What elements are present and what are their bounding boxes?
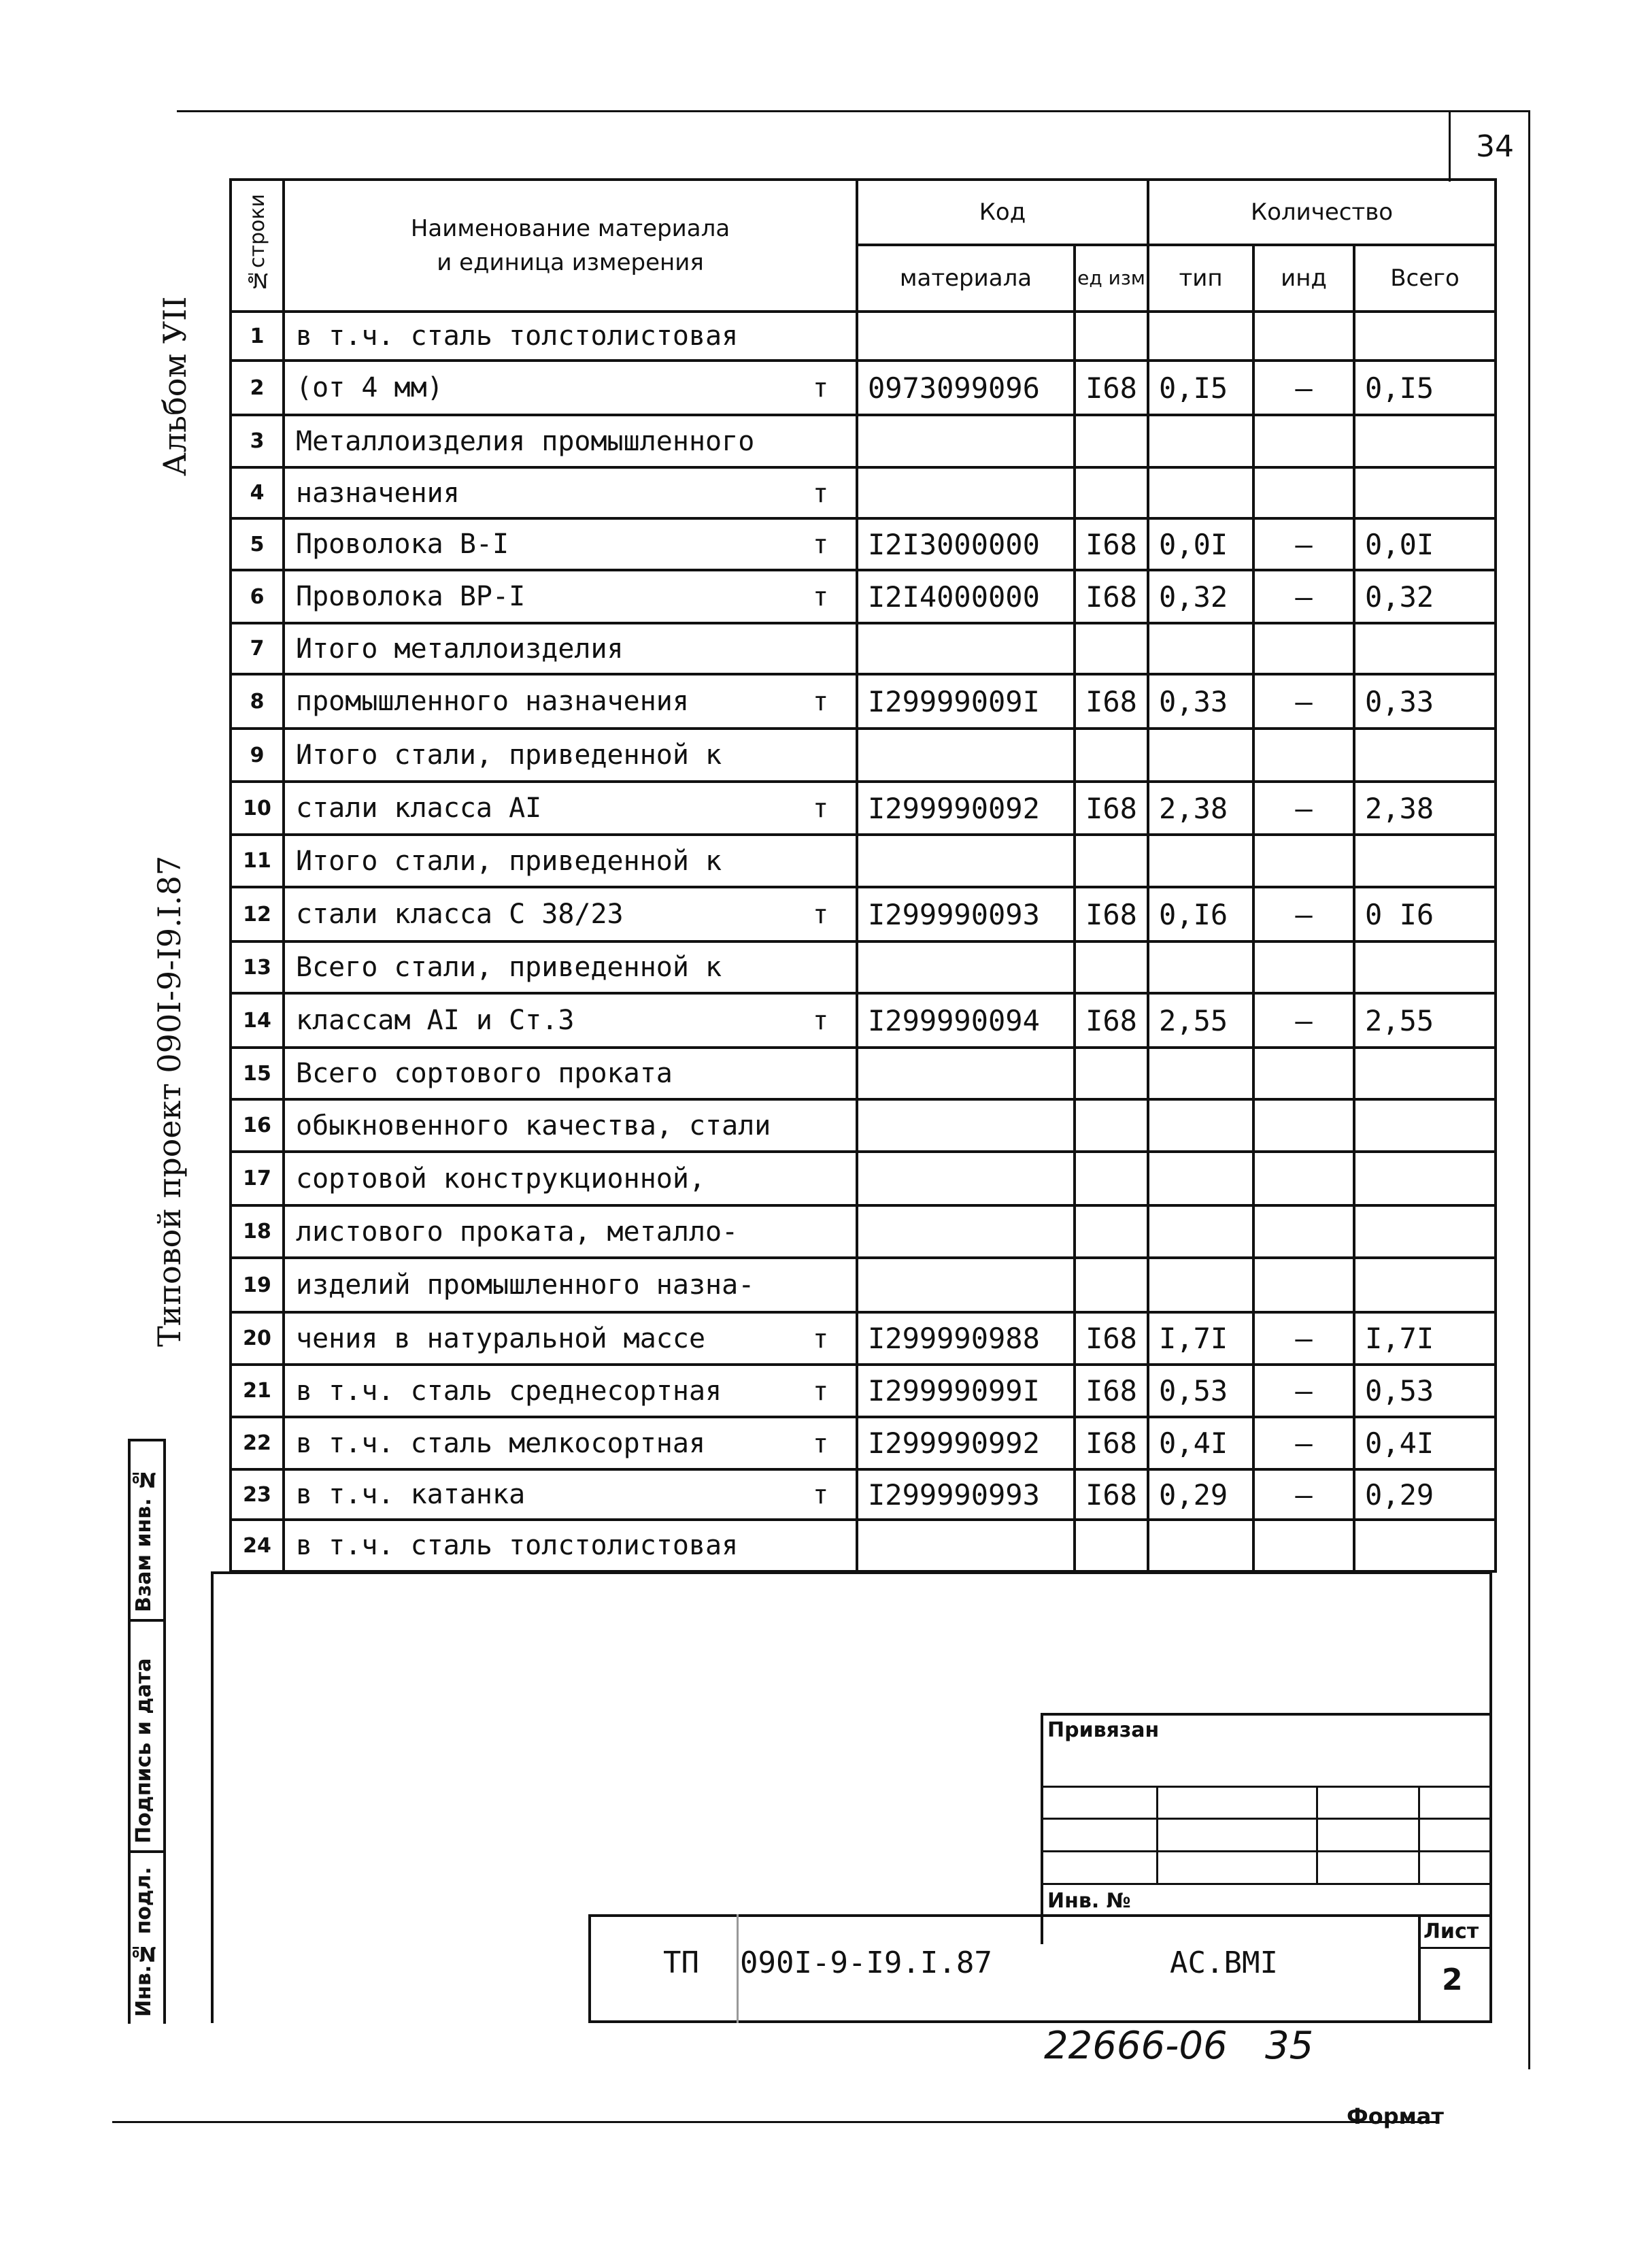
table-row [231,1258,1496,1312]
material-code: I299990993 [857,1469,1075,1520]
unit-mark: т [813,478,828,508]
stamp-label-vzam: Взам инв. № [132,1467,156,1612]
unit-mark: т [813,686,828,716]
format-label: Формат [1347,2103,1444,2129]
material-name [284,1258,857,1312]
material-code: I299990988 [857,1312,1075,1365]
qty-total [1354,1258,1496,1312]
unit-code [1075,415,1148,467]
unit-code: I68 [1075,518,1148,570]
unit-mark: т [813,1428,828,1458]
unit-code [1075,1520,1148,1571]
material-name [284,1469,857,1520]
material-name [284,415,857,467]
table-row [231,1365,1496,1417]
qty-ind [1253,941,1354,993]
material-code [857,467,1075,518]
tb-grid-3 [1041,1850,1489,1852]
unit-mark: т [813,899,828,929]
material-code: 0973099096 [857,361,1075,415]
stamp-label-inv: Инв.№ подл. [132,1867,156,2017]
qty-total: 0,0I [1354,518,1496,570]
qty-typ: 0,53 [1148,1365,1253,1417]
table-row [231,570,1496,623]
header-code-group: Код [857,180,1148,245]
material-code [857,1520,1075,1571]
footer-page-ref: 35 [1265,2024,1314,2068]
stamp-border-right [163,1439,166,2024]
material-name-text: (от 4 мм) [296,372,443,403]
row-number: 5 [231,518,284,570]
qty-ind [1253,1258,1354,1312]
qty-typ: 2,55 [1148,993,1253,1048]
header-material: материала [857,245,1075,312]
unit-code [1075,1205,1148,1258]
qty-ind: – [1253,674,1354,729]
stamp-border-left [128,1439,131,2024]
qty-ind: – [1253,570,1354,623]
row-number: 15 [231,1048,284,1099]
qty-typ [1148,623,1253,674]
tb-grid-2 [1041,1818,1489,1820]
material-name-text: промышленного назначения [296,686,689,717]
qty-typ [1148,1048,1253,1099]
qty-typ [1148,1205,1253,1258]
qty-total: 0 I6 [1354,887,1496,941]
material-name-text: в т.ч. сталь толстолистовая [296,1530,739,1561]
row-number: 12 [231,887,284,941]
table-row [231,782,1496,835]
qty-typ [1148,312,1253,361]
page-number-box-left [1449,110,1451,182]
table-row [231,1469,1496,1520]
qty-total [1354,1520,1496,1571]
unit-mark: т [813,793,828,823]
material-name [284,993,857,1048]
material-name [284,1152,857,1205]
frame-left-lower [211,1573,214,2023]
row-number: 14 [231,993,284,1048]
material-name [284,729,857,782]
header-ind: инд [1253,245,1354,312]
table-row [231,993,1496,1048]
material-code [857,623,1075,674]
qty-ind [1253,835,1354,887]
tb-grid-v3 [1418,1786,1420,1883]
material-code: I2I4000000 [857,570,1075,623]
material-code: I29999099I [857,1365,1075,1417]
qty-total [1354,312,1496,361]
unit-code [1075,1099,1148,1152]
qty-total: 0,33 [1354,674,1496,729]
unit-mark: т [813,1323,828,1354]
tb-grid-4 [1041,1883,1489,1885]
material-name [284,1099,857,1152]
material-name [284,1048,857,1099]
tb-left-line [1041,1713,1043,1944]
qty-total: 0,29 [1354,1469,1496,1520]
qty-ind [1253,415,1354,467]
material-name [284,623,857,674]
qty-typ [1148,1099,1253,1152]
material-name-text: в т.ч. сталь мелкосортная [296,1427,706,1459]
material-code [857,415,1075,467]
table-row [231,415,1496,467]
material-name-text: классам АI и Ст.3 [296,1005,575,1036]
stamp-border-top [128,1439,166,1441]
project-label: Типовой проект 090I-9-I9.I.87 [151,855,188,1347]
material-name-text: Итого стали, приведенной к [296,739,722,771]
qty-ind: – [1253,1469,1354,1520]
top-border-line [177,110,1530,112]
sheet-label: Лист [1423,1920,1479,1943]
material-name [284,1520,857,1571]
qty-typ: 0,32 [1148,570,1253,623]
table-row [231,467,1496,518]
row-number: 24 [231,1520,284,1571]
row-number: 21 [231,1365,284,1417]
material-code: I299990092 [857,782,1075,835]
tb-sheet-left [1418,1914,1421,2023]
tb-grid-v2 [1316,1786,1318,1883]
material-name [284,467,857,518]
table-row [231,1520,1496,1571]
qty-typ: 0,4I [1148,1417,1253,1469]
unit-code [1075,1152,1148,1205]
row-number: 17 [231,1152,284,1205]
material-code [857,1099,1075,1152]
material-code: I299990094 [857,993,1075,1048]
qty-ind: – [1253,887,1354,941]
material-name [284,1312,857,1365]
qty-ind: – [1253,782,1354,835]
material-name-text: Итого металлоизделия [296,633,624,665]
qty-ind [1253,467,1354,518]
table-row [231,1152,1496,1205]
qty-ind [1253,1520,1354,1571]
material-code [857,1205,1075,1258]
material-name [284,835,857,887]
qty-typ: 0,I5 [1148,361,1253,415]
qty-typ [1148,467,1253,518]
privyazan-label: Привязан [1047,1718,1160,1742]
table-row [231,1312,1496,1365]
tb-code-sep [737,1914,739,2023]
material-code: I299990093 [857,887,1075,941]
qty-typ [1148,1152,1253,1205]
row-number: 9 [231,729,284,782]
material-name [284,1205,857,1258]
handwritten-number: 22666-06 [1044,2024,1228,2068]
specification-table [229,178,1497,1573]
qty-typ: 0,0I [1148,518,1253,570]
material-code [857,1258,1075,1312]
row-number: 22 [231,1417,284,1469]
tb-grid-1 [1041,1786,1489,1788]
row-number: 10 [231,782,284,835]
table-row [231,518,1496,570]
qty-total [1354,1205,1496,1258]
material-name-text: Проволока В-I [296,529,509,560]
table-row [231,729,1496,782]
qty-total [1354,415,1496,467]
material-code [857,1152,1075,1205]
qty-total [1354,1099,1496,1152]
qty-typ: 2,38 [1148,782,1253,835]
qty-ind [1253,1205,1354,1258]
row-number: 2 [231,361,284,415]
material-name-text: в т.ч. сталь среднесортная [296,1375,722,1407]
unit-mark: т [813,1005,828,1035]
unit-code [1075,941,1148,993]
qty-typ [1148,1258,1253,1312]
unit-code: I68 [1075,361,1148,415]
row-number: 18 [231,1205,284,1258]
table-row [231,1205,1496,1258]
material-name-text: листового проката, металло- [296,1216,739,1248]
material-code: I29999009I [857,674,1075,729]
material-name [284,570,857,623]
album-label: Альбом УII [156,296,193,476]
qty-ind [1253,729,1354,782]
material-name [284,312,857,361]
unit-mark: т [813,529,828,559]
material-name-text: Всего сортового проката [296,1058,673,1089]
qty-typ: 0,33 [1148,674,1253,729]
qty-ind [1253,1099,1354,1152]
qty-total [1354,835,1496,887]
material-name [284,518,857,570]
table-row [231,361,1496,415]
qty-typ [1148,729,1253,782]
qty-ind: – [1253,1365,1354,1417]
stamp-sep-2 [128,1850,166,1853]
qty-typ [1148,1520,1253,1571]
material-code: I2I3000000 [857,518,1075,570]
row-number: 16 [231,1099,284,1152]
material-name [284,782,857,835]
stamp-label-podpis: Подпись и дата [132,1658,156,1843]
row-number: 1 [231,312,284,361]
header-unit: ед изм [1075,245,1148,312]
material-name-text: стали класса АI [296,792,542,824]
qty-total: 0,4I [1354,1417,1496,1469]
row-number: 11 [231,835,284,887]
unit-code: I68 [1075,1312,1148,1365]
material-name-text: сортовой конструкционной, [296,1163,706,1195]
sheet-number: 2 [1442,1963,1463,1997]
material-code [857,729,1075,782]
stamp-sep-1 [128,1619,166,1622]
unit-mark: т [813,1480,828,1509]
unit-code: I68 [1075,993,1148,1048]
material-code [857,1048,1075,1099]
row-number: 7 [231,623,284,674]
unit-code [1075,467,1148,518]
qty-typ [1148,941,1253,993]
qty-total [1354,1152,1496,1205]
header-typ: тип [1148,245,1253,312]
table-row [231,887,1496,941]
table-row [231,1417,1496,1469]
material-code [857,835,1075,887]
qty-total: 2,55 [1354,993,1496,1048]
unit-mark: т [813,1375,828,1406]
tb-top-line [1041,1713,1489,1716]
tb-main-left [588,1914,591,2023]
material-name-text: Всего стали, приведенной к [296,952,722,983]
qty-total: 0,I5 [1354,361,1496,415]
row-number: 19 [231,1258,284,1312]
table-row [231,674,1496,729]
qty-ind [1253,1048,1354,1099]
header-row-number: №строки [231,180,284,312]
qty-ind [1253,312,1354,361]
material-name-text: Проволока ВР-I [296,581,526,612]
material-name [284,941,857,993]
material-name [284,361,857,415]
unit-code: I68 [1075,782,1148,835]
row-number: 23 [231,1469,284,1520]
inv-no-label: Инв. № [1047,1889,1131,1913]
qty-total: 0,32 [1354,570,1496,623]
row-number: 6 [231,570,284,623]
unit-code: I68 [1075,887,1148,941]
table-row [231,1099,1496,1152]
material-name-text: в т.ч. сталь толстолистовая [296,320,739,352]
qty-total [1354,941,1496,993]
right-border-line [1528,110,1530,2069]
unit-code: I68 [1075,570,1148,623]
material-code [857,312,1075,361]
unit-mark: т [813,373,828,403]
qty-ind: – [1253,361,1354,415]
qty-ind [1253,623,1354,674]
table-row [231,941,1496,993]
tb-main-bottom [588,2020,1489,2023]
qty-typ: 0,I6 [1148,887,1253,941]
qty-ind: – [1253,1417,1354,1469]
qty-total [1354,467,1496,518]
qty-ind: – [1253,993,1354,1048]
qty-total [1354,729,1496,782]
unit-code: I68 [1075,674,1148,729]
table-row [231,623,1496,674]
unit-code [1075,623,1148,674]
row-number: 8 [231,674,284,729]
row-number: 20 [231,1312,284,1365]
page-number: 34 [1476,129,1514,164]
header-name: Наименование материала и единица измерения [284,180,857,312]
qty-total [1354,1048,1496,1099]
table-row [231,1048,1496,1099]
qty-typ: 0,29 [1148,1469,1253,1520]
material-name-text: стали класса С 38/23 [296,899,624,930]
material-name-text: чения в натуральной массе [296,1322,706,1354]
table-row [231,312,1496,361]
material-name-text: обыкновенного качества, стали [296,1109,771,1141]
qty-ind: – [1253,518,1354,570]
header-quantity-group: Количество [1148,180,1496,245]
bottom-border-line [112,2121,1438,2123]
unit-code: I68 [1075,1417,1148,1469]
table-row [231,835,1496,887]
qty-typ: I,7I [1148,1312,1253,1365]
material-code: I299990992 [857,1417,1075,1469]
unit-code: I68 [1075,1365,1148,1417]
doc-code: 090I-9-I9.I.87 [740,1946,992,1980]
doc-prefix: ТП [663,1946,699,1980]
qty-typ [1148,415,1253,467]
header-total: Всего [1354,245,1496,312]
qty-total: 0,53 [1354,1365,1496,1417]
tb-sheet-sep [1418,1947,1489,1949]
row-number: 13 [231,941,284,993]
row-number: 4 [231,467,284,518]
qty-total [1354,623,1496,674]
qty-ind [1253,1152,1354,1205]
material-name [284,674,857,729]
unit-code [1075,729,1148,782]
frame-right-lower [1489,1573,1492,2023]
qty-total: 2,38 [1354,782,1496,835]
frame-inner-bottom [211,1571,1489,1574]
material-name-text: назначения [296,477,460,509]
tb-grid-v1 [1156,1786,1158,1883]
material-name-text: Итого стали, приведенной к [296,845,722,877]
qty-ind: – [1253,1312,1354,1365]
unit-code [1075,1258,1148,1312]
unit-code [1075,835,1148,887]
unit-code: I68 [1075,1469,1148,1520]
qty-total: I,7I [1354,1312,1496,1365]
material-name-text: Металлоизделия промышленного [296,425,755,457]
material-name-text: изделий промышленного назна- [296,1269,755,1301]
material-name [284,887,857,941]
material-name [284,1365,857,1417]
unit-code [1075,312,1148,361]
material-code [857,941,1075,993]
tb-main-top [588,1914,1489,1917]
qty-typ [1148,835,1253,887]
unit-mark: т [813,582,828,612]
unit-code [1075,1048,1148,1099]
material-name [284,1417,857,1469]
material-name-text: в т.ч. катанка [296,1479,526,1510]
row-number: 3 [231,415,284,467]
doc-mark: АС.ВМI [1170,1946,1278,1980]
